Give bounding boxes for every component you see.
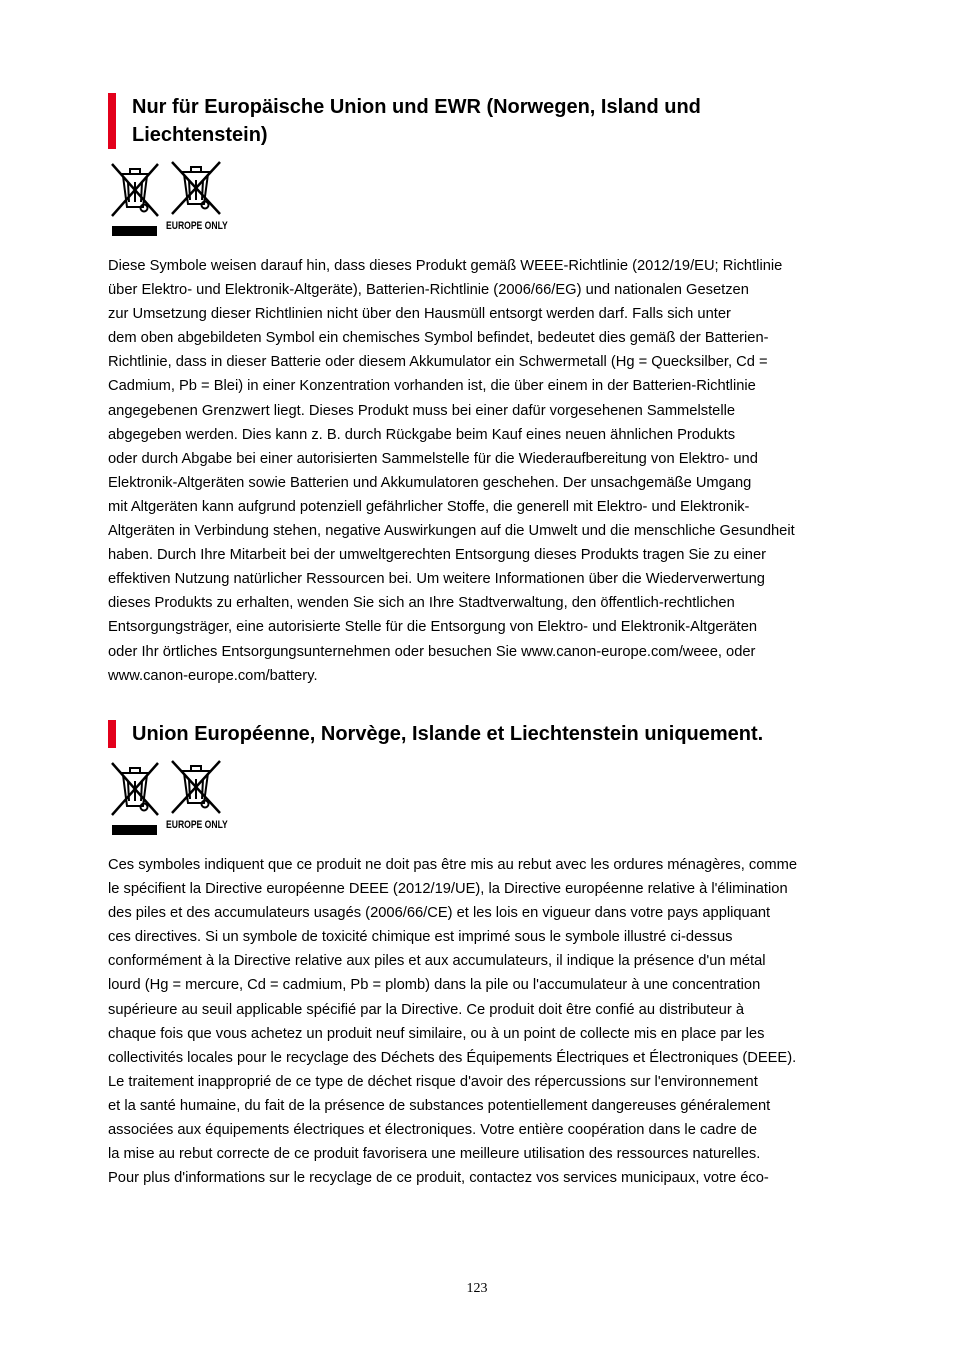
section-fr: [108, 720, 868, 1190]
heading-line: Nur für Europäische Union und EWR (Norwegen, Island und: [132, 96, 701, 118]
heading-line: Union Européenne, Norvège, Islande et Liechtenstein uniquement.: [132, 723, 764, 745]
heading-line: Liechtenstein): [132, 124, 268, 146]
crossed-bin-icon: [166, 160, 226, 222]
text-line: collectivités locales pour le recyclage des Déchets des Équipements Électriques et Électroniques (DEEE).: [108, 1049, 797, 1066]
text-line: mit Altgeräten kann aufgrund potenziell gefährlicher Stoffe, die generell mit Elektro- und Elektronik-: [108, 498, 750, 515]
text-line: Altgeräten in Verbindung stehen, negative Auswirkungen auf die Umwelt und die menschliche Gesundheit: [108, 523, 795, 540]
crossed-bin-icon: [108, 759, 162, 821]
section-heading-de: [108, 93, 868, 149]
text-line: ces directives. Si un symbole de toxicité chimique est imprimé sous le symbole illustré ci-dessus: [108, 929, 733, 946]
text-line: oder Ihr örtliches Entsorgungsunternehmen oder besuchen Sie www.canon-europe.com/weee, oder: [108, 643, 756, 660]
text-line: Diese Symbole weisen darauf hin, dass dieses Produkt gemäß WEEE-Richtlinie (2012/19/EU; Richtlinie: [108, 258, 783, 274]
chemical-bar: [112, 825, 157, 835]
text-line: zur Umsetzung dieser Richtlinien nicht über den Hausmüll entsorgt werden darf. Falls sich unter: [108, 306, 731, 323]
europe-only-label: EUROPE ONLY: [166, 818, 228, 831]
text-line: haben. Durch Ihre Mitarbeit bei der umweltgerechten Entsorgung dieses Produkts tragen Sie zu einer: [108, 547, 767, 564]
text-line: le spécifient la Directive européenne DEEE (2012/19/UE), la Directive européenne relative à l'élimination: [108, 881, 788, 898]
text-line: la mise au rebut correcte de ce produit favorisera une meilleure utilisation des ressources naturelles.: [108, 1146, 761, 1163]
body-text-de: [108, 254, 868, 688]
text-line: et la santé humaine, du fait de la présence de substances potentiellement dangereuses généralement: [108, 1097, 771, 1114]
text-line: Le traitement inapproprié de ce type de déchet risque d'avoir des répercussions sur l'environnement: [108, 1073, 758, 1090]
text-line: effektiven Nutzung natürlicher Ressourcen bei. Um weitere Informationen über die Wiederverwertung: [108, 571, 765, 588]
text-line: Ces symboles indiquent que ce produit ne doit pas être mis au rebut avec les ordures ménagères, comme: [108, 857, 798, 873]
text-line: Richtlinie, dass in dieser Batterie oder diesem Akkumulator ein Schwermetall (Hg = Quecksilber, Cd =: [108, 354, 768, 371]
text-line: angegebenen Grenzwert liegt. Dieses Produkt muss bei einer dafür vorgesehenen Sammelstelle: [108, 402, 736, 419]
page-number: 123: [466, 1281, 488, 1296]
text-line: Pour plus d'informations sur le recyclage de ce produit, contactez vos services municipaux, votre éco-: [108, 1170, 769, 1187]
crossed-bin-icon: [108, 160, 162, 222]
chemical-bar: [112, 226, 157, 236]
text-line: über Elektro- und Elektronik-Altgeräte), Batterien-Richtlinie (2006/66/EG) und nationalen Gesetzen: [108, 282, 749, 299]
text-line: associées aux équipements électriques et électroniques. Votre entière coopération dans le cadre de: [108, 1122, 758, 1139]
text-line: Entsorgungsträger, eine autorisierte Stelle für die Entsorgung von Elektro- und Elektronik-Altgeräten: [108, 619, 758, 636]
text-line: www.canon-europe.com/battery.: [108, 667, 318, 684]
europe-only-label: EUROPE ONLY: [166, 219, 228, 232]
body-text-fr: [108, 853, 868, 1190]
crossed-bin-icon: [166, 759, 226, 821]
text-line: abgegeben werden. Dies kann z. B. durch Rückgabe beim Kauf eines neuen ähnlichen Produkts: [108, 426, 736, 443]
text-line: lourd (Hg = mercure, Cd = cadmium, Pb = plomb) dans la pile ou l'accumulateur à une concentration: [108, 977, 761, 994]
section-heading-fr: [108, 720, 868, 748]
weee-symbols: [108, 759, 868, 841]
text-line: supérieure au seuil applicable spécifié par la Directive. Ce produit doit être confié au distributeur à: [108, 1001, 744, 1018]
text-line: Elektronik-Altgeräten sowie Batterien und Akkumulatoren geschehen. Der unsachgemäße Umgang: [108, 474, 752, 491]
text-line: dem oben abgebildeten Symbol ein chemisches Symbol befindet, bedeutet dies gemäß der Batterien-: [108, 330, 769, 347]
text-line: chaque fois que vous achetez un produit neuf similaire, ou à un point de collecte mis en place par les: [108, 1025, 765, 1042]
text-line: des piles et des accumulateurs usagés (2006/66/CE) et les lois en vigueur dans votre pays appliquant: [108, 905, 771, 922]
text-line: conformément à la Directive relative aux piles et aux accumulateurs, il indique la présence d'un métal: [108, 953, 766, 970]
weee-symbols: [108, 160, 868, 242]
text-line: dieses Produkts zu erhalten, wenden Sie sich an Ihre Stadtverwaltung, den öffentlich-rechtlichen: [108, 595, 735, 612]
section-de: [108, 93, 868, 688]
text-line: oder durch Abgabe bei einer autorisierten Sammelstelle für die Wiederaufbereitung von Elektro- und: [108, 450, 758, 467]
text-line: Cadmium, Pb = Blei) in einer Konzentration vorhanden ist, die über einem in der Batterien-Richtlinie: [108, 378, 756, 395]
